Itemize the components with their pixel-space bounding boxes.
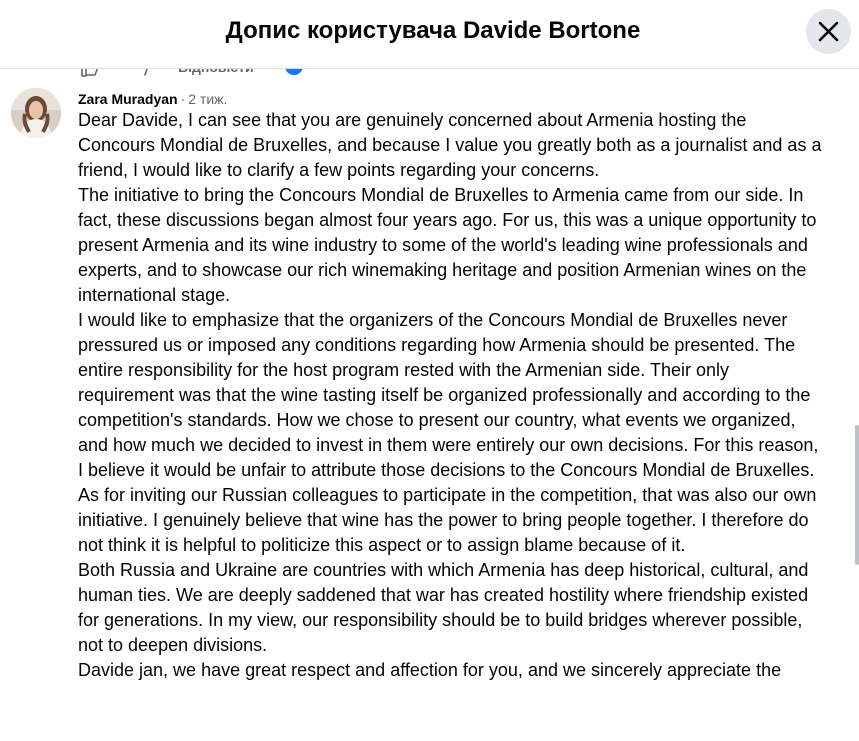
comment-timestamp[interactable]: 2 тиж. [188,91,228,107]
comment-paragraph: I would like to emphasize that the organizers of the Concours Mondial de Bruxelles never pressured us or imposed any conditions regarding how Armenia should be presented. The entire responsibility for the host program rested with the Armenian side. Their only requirement was that the wine tasting itself be organized professionally and according to the competition's standards. How we chose to present our country, what events we organized, and how much we decided to invest in them were entirely our own decisions. For this reason, I believe it would be unfair to attribute those decisions to the Concours Mondial de Bruxelles. [78,310,819,480]
avatar[interactable] [11,88,61,138]
comment-paragraph: Dear Davide, I can see that you are genuinely concerned about Armenia hosting the Concours Mondial de Bruxelles, and because I value you greatly both as a journalist and as a friend, I would like to clarify a few points regarding your concerns. [78,110,822,180]
comment-paragraph: As for inviting our Russian colleagues to participate in the competition, that was also our own initiative. I genuinely believe that wine has the power to bring people together. I therefore do not think it is helpful to politicize this aspect or to assign blame because of it. [78,485,817,555]
comment-body [78,108,826,683]
comment-paragraph: Davide jan, we have great respect and affection for you, and we sincerely appreciate the [78,660,782,680]
comment-paragraph: The initiative to bring the Concours Mondial de Bruxelles to Armenia came from our side. In fact, these discussions began almost four years ago. For us, this was a unique opportunity to present Armenia and its wine industry to some of the world's leading wine professionals and experts, and to showcase our rich winemaking heritage and position Armenian wines on the international stage. [78,185,817,305]
dialog-title: Допис користувача Davide Bortone [225,17,641,44]
close-icon [818,21,839,42]
comment-meta [78,90,227,108]
dialog-header [0,0,859,69]
close-button[interactable] [806,9,851,54]
comment-paragraph: Both Russia and Ukraine are countries with which Armenia has deep historical, cultural, and human ties. We are deeply saddened that war has created hostility where friendship existed for generations. In my view, our responsibility should be to build bridges wherever possible, not to deepen divisions. [78,560,809,655]
meta-separator: · [180,91,186,107]
scrollbar-thumb[interactable] [855,425,859,565]
comment-author[interactable]: Zara Muradyan [78,91,178,107]
